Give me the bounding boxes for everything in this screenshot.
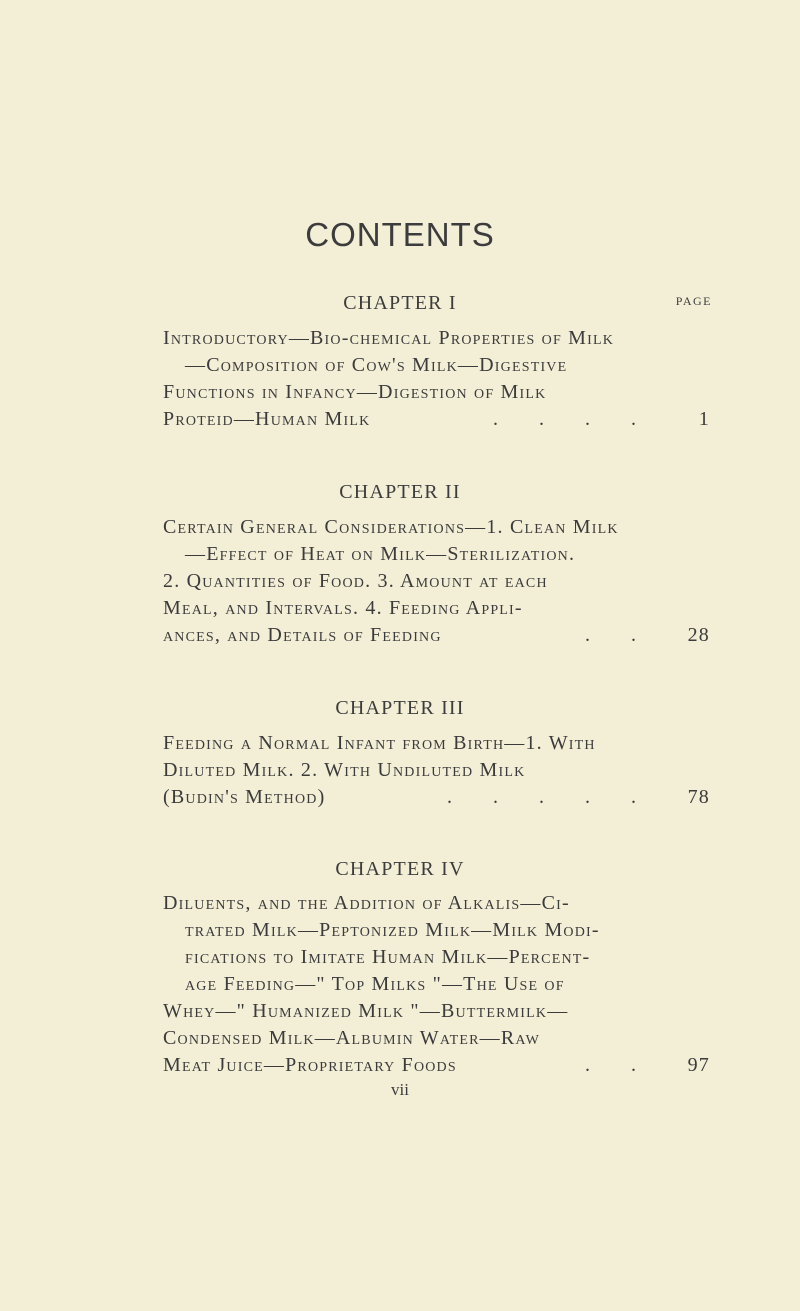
chapter-2-entry xyxy=(163,514,710,649)
chapter-heading: CHAPTER I xyxy=(343,292,457,314)
entry-last-line xyxy=(163,784,710,811)
entry-last-line xyxy=(163,1052,710,1079)
page-number: 1 xyxy=(698,408,710,430)
page-column-label: PAGE xyxy=(675,294,712,308)
entry-line: —Effect of Heat on Milk—Sterilization. xyxy=(185,543,576,565)
folio-page-number: vii xyxy=(391,1080,409,1099)
entry-line: Feeding a Normal Infant from Birth—1. With xyxy=(163,732,596,754)
chapter-heading: CHAPTER II xyxy=(339,481,461,503)
page-number: 78 xyxy=(687,786,710,808)
chapter-1-entry xyxy=(163,325,710,433)
entry-line: Meal, and Intervals. 4. Feeding Appli- xyxy=(163,597,523,619)
dot-leader: . . xyxy=(585,1054,654,1076)
entry-line: Functions in Infancy—Digestion of Milk xyxy=(163,381,547,403)
page-number: 97 xyxy=(687,1054,710,1076)
entry-line: Meat Juice—Proprietary Foods xyxy=(163,1054,457,1076)
entry-line: Diluents, and the Addition of Alkalis—Ci- xyxy=(163,892,570,914)
entry-line: —Composition of Cow's Milk—Digestive xyxy=(185,354,568,376)
dot-leader: . . . . xyxy=(493,408,654,430)
entry-line: Proteid—Human Milk xyxy=(163,408,371,430)
chapter-heading: CHAPTER III xyxy=(335,697,465,719)
dot-leader: . . . . . xyxy=(447,786,654,808)
entry-line: (Budin's Method) xyxy=(163,786,326,808)
chapter-4-entry xyxy=(163,890,710,1079)
page-title: CONTENTS xyxy=(305,216,495,253)
entry-line: 2. Quantities of Food. 3. Amount at each xyxy=(163,570,548,592)
chapter-heading: CHAPTER IV xyxy=(335,858,465,880)
page-number: 28 xyxy=(687,624,710,646)
entry-line: ances, and Details of Feeding xyxy=(163,624,442,646)
dot-leader: . . xyxy=(585,624,654,646)
entry-last-line xyxy=(163,622,710,649)
entry-line: trated Milk—Peptonized Milk—Milk Modi- xyxy=(185,919,600,941)
entry-line: age Feeding—" Top Milks "—The Use of xyxy=(185,973,565,995)
entry-line: Diluted Milk. 2. With Undiluted Milk xyxy=(163,759,526,781)
entry-line: Condensed Milk—Albumin Water—Raw xyxy=(163,1027,541,1049)
entry-line: Whey—" Humanized Milk "—Buttermilk— xyxy=(163,1000,569,1022)
chapter-3-entry xyxy=(163,730,710,811)
entry-line: fications to Imitate Human Milk—Percent- xyxy=(185,946,591,968)
entry-last-line xyxy=(163,406,710,433)
entry-line: Introductory—Bio-chemical Properties of Milk xyxy=(163,327,615,349)
entry-line: Certain General Considerations—1. Clean Milk xyxy=(163,516,619,538)
